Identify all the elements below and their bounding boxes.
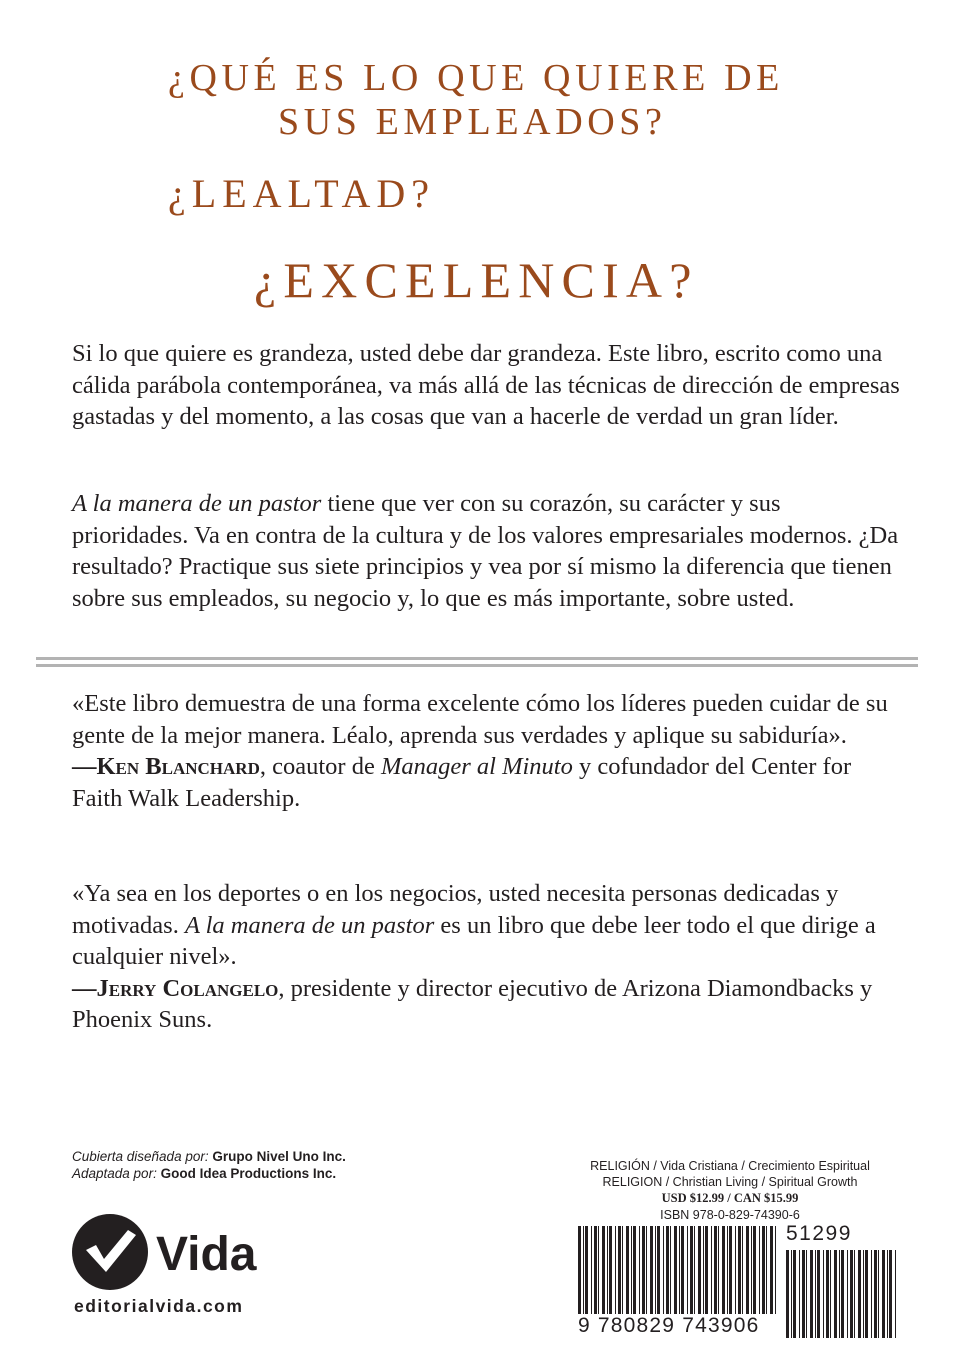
barcode-bar <box>650 1226 653 1314</box>
endorsement-attribution <box>72 751 902 814</box>
quote-text-cont: es un libro que debe leer todo el que dirige a cualquier nivel». <box>72 911 876 970</box>
barcode-bar <box>598 1226 599 1314</box>
barcode-bar <box>775 1226 776 1314</box>
author-book-title: Manager al Minuto <box>380 753 573 780</box>
quote-text: «Ya sea en los deportes o en los negocios, usted necesita personas dedicadas y motivadas. <box>72 880 839 939</box>
barcode-bar <box>583 1226 584 1314</box>
design-credits <box>72 1148 346 1182</box>
barcode-bar <box>663 1226 664 1314</box>
barcode-digits: 9 780829 743906 <box>578 1314 778 1338</box>
barcode-bar <box>766 1226 767 1314</box>
barcode-bar <box>882 1250 885 1338</box>
barcode-bar <box>631 1226 632 1314</box>
divider-rule-top <box>36 657 918 660</box>
endorsement-quote: «Este libro demuestra de una forma excelente cómo los líderes pueden cuidar de su gente de la mejor manera. Léalo, aprenda sus verdades y aplique su sabiduría». <box>72 690 888 749</box>
barcode-bar <box>666 1226 669 1314</box>
barcode-bar <box>826 1250 829 1338</box>
barcode-bar <box>839 1250 840 1338</box>
barcode-bar <box>615 1226 616 1314</box>
barcode-bar <box>690 1226 693 1314</box>
barcode-bar <box>770 1226 773 1314</box>
barcode-bar <box>639 1226 640 1314</box>
barcode-bar <box>622 1226 623 1314</box>
barcode-bar <box>642 1226 645 1314</box>
barcode-bar <box>878 1250 879 1338</box>
barcode-bar <box>871 1250 872 1338</box>
attribution-dash: — <box>72 974 97 1002</box>
barcode-bar <box>618 1226 621 1314</box>
endorsement-blanchard <box>72 688 902 814</box>
barcode-bar <box>718 1226 719 1314</box>
barcode-bar <box>655 1226 656 1314</box>
barcode-bar <box>609 1226 612 1314</box>
barcode-bar <box>874 1250 877 1338</box>
barcode-bar <box>865 1250 868 1338</box>
barcode-bar <box>817 1250 820 1338</box>
barcode-bar <box>850 1250 853 1338</box>
barcode-bar <box>594 1226 597 1314</box>
divider-rule-bottom <box>36 664 918 667</box>
endorsement-attribution <box>72 973 902 1036</box>
barcode-bar <box>751 1226 752 1314</box>
barcode-addon-digits: 51299 <box>786 1222 852 1245</box>
barcode-bar <box>742 1226 743 1314</box>
isbn: ISBN 978-0-829-74390-6 <box>660 1208 800 1222</box>
barcode-bar <box>786 1250 789 1338</box>
author-role: , coautor de <box>259 753 381 780</box>
barcode-bar <box>806 1250 807 1338</box>
barcode-bar <box>810 1250 813 1338</box>
barcode-bar <box>863 1250 864 1338</box>
barcode-bar <box>670 1226 671 1314</box>
barcode-bar <box>727 1226 728 1314</box>
description-paragraph-1: Si lo que quiere es grandeza, usted debe dar grandeza. Este libro, escrito como una cálida parábola contemporánea, va más allá de las técnicas de dirección de empresas gastadas y del momento, a las cosas que van a hacerle de verdad un gran líder. <box>72 340 900 430</box>
heading-lealtad: ¿LEALTAD? <box>168 171 436 216</box>
barcode-bar <box>714 1226 717 1314</box>
vida-logo <box>72 1214 272 1297</box>
heading-line-1: ¿QUÉ ES LO QUE QUIERE DE <box>168 57 784 99</box>
adapted-credit <box>72 1165 346 1182</box>
heading-line-2: SUS EMPLEADOS? <box>278 101 667 143</box>
barcode-bar <box>834 1250 837 1338</box>
adapted-credit-value: Good Idea Productions Inc. <box>156 1166 337 1181</box>
barcode-bar <box>847 1250 848 1338</box>
barcode-bar <box>759 1226 760 1314</box>
barcode-bar <box>793 1250 796 1338</box>
barcode-bar <box>607 1226 608 1314</box>
cover-credit-value: Grupo Nivel Uno Inc. <box>208 1149 346 1164</box>
barcode-bar <box>646 1226 647 1314</box>
barcode-bar <box>711 1226 712 1314</box>
author-name: Jerry Colangelo <box>96 974 279 1002</box>
barcode-bar <box>858 1250 861 1338</box>
barcode-bar <box>679 1226 680 1314</box>
barcode-bar <box>889 1250 892 1338</box>
barcode-bar <box>887 1250 888 1338</box>
category-spanish: RELIGIÓN / Vida Cristiana / Crecimiento Espiritual <box>590 1159 870 1173</box>
barcode-bar <box>705 1226 708 1314</box>
endorsement-quote <box>72 878 902 973</box>
barcode-bar <box>802 1250 805 1338</box>
barcode-bar <box>830 1250 831 1338</box>
vida-wordmark: Vida <box>156 1228 257 1281</box>
barcode-bar <box>585 1226 588 1314</box>
barcode-bar <box>762 1226 765 1314</box>
attribution-dash: — <box>72 753 97 780</box>
barcode-bar <box>602 1226 605 1314</box>
barcode-bar <box>895 1250 896 1338</box>
endorsement-colangelo <box>72 878 902 1036</box>
barcode-bar <box>735 1226 736 1314</box>
paragraph-2-text: tiene que ver con su corazón, su carácter y sus prioridades. Va en contra de la cultura y de los valores empresariales modernos. ¿Da resultado? Practique sus siete principios y vea por sí mismo la diferencia que tienen sobre sus empleados, su negocio y, lo que es más importante, sobre usted. <box>72 490 899 612</box>
author-role-cont: y cofundador del Center for Faith Walk Leadership. <box>72 753 852 812</box>
barcode-bar <box>746 1226 749 1314</box>
author-role: , presidente y director ejecutivo de Arizona Diamondbacks y Phoenix Suns. <box>72 974 873 1033</box>
barcode-bar <box>729 1226 732 1314</box>
price: USD $12.99 / CAN $15.99 <box>661 1191 799 1205</box>
barcode-bar <box>738 1226 741 1314</box>
adapted-credit-label: Adaptada por: <box>72 1166 157 1181</box>
barcode-bar <box>841 1250 844 1338</box>
barcode-bar <box>854 1250 855 1338</box>
barcode-bar <box>657 1226 660 1314</box>
barcode-bar <box>674 1226 677 1314</box>
publisher-url[interactable]: editorialvida.com <box>74 1296 244 1316</box>
heading-excelencia: ¿EXCELENCIA? <box>254 252 699 308</box>
vida-logo-mark-icon <box>72 1214 272 1292</box>
barcode-bar <box>694 1226 695 1314</box>
barcode-bar <box>799 1250 800 1338</box>
barcode-bar <box>815 1250 816 1338</box>
barcode-bar <box>578 1226 581 1314</box>
barcode-bar <box>722 1226 725 1314</box>
barcode-bar <box>681 1226 684 1314</box>
category-english: RELIGION / Christian Living / Spiritual Growth <box>602 1175 858 1189</box>
barcode-bar <box>698 1226 701 1314</box>
barcode-bar <box>791 1250 792 1338</box>
cover-credit-label: Cubierta diseñada por: <box>72 1149 209 1164</box>
quote-book-title: A la manera de un pastor <box>184 911 435 939</box>
cover-credit <box>72 1148 346 1165</box>
book-title-italic: A la manera de un pastor <box>72 490 322 517</box>
barcode-bar <box>823 1250 824 1338</box>
description-paragraph-2 <box>72 488 902 614</box>
barcode-bar <box>703 1226 704 1314</box>
barcode-bar <box>753 1226 756 1314</box>
barcode-bar <box>687 1226 688 1314</box>
barcode-bar <box>591 1226 592 1314</box>
barcode-bar <box>633 1226 636 1314</box>
barcode-bar <box>626 1226 629 1314</box>
author-name: Ken Blanchard <box>96 753 260 780</box>
